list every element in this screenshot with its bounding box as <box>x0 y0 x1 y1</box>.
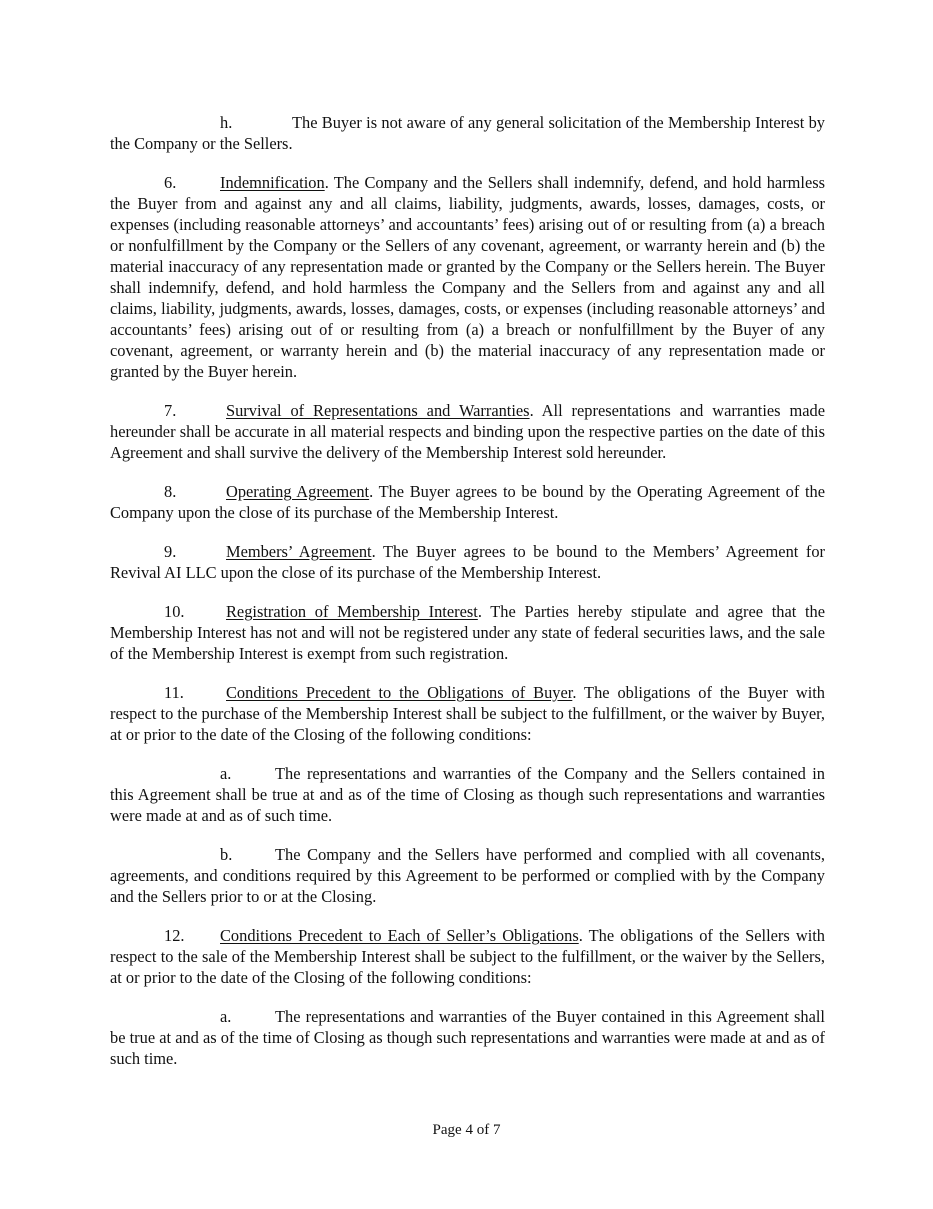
subparagraph-text: The Company and the Sellers have performed and complied with all covenants, agreements, and conditions required by this Agreement to be performed or complied with by the Company and the Sellers prior to or at the Closing. <box>110 845 825 906</box>
section-text: . The Buyer agrees to be bound by the Operating Agreement of the Company upon the close of its purchase of the Membership Interest. <box>110 482 826 522</box>
subparagraph-marker: a. <box>220 764 232 783</box>
section-11-subparagraph-b <box>110 844 825 907</box>
document-body <box>110 112 825 1087</box>
section-heading: Conditions Precedent to Each of Seller’s Obligations <box>220 926 579 945</box>
subparagraph-text: The representations and warranties of the Company and the Sellers contained in this Agreement shall be true at and as of the time of Closing as though such representations and warranties were made at and as of such time. <box>110 764 825 825</box>
subparagraph-marker: b. <box>220 845 233 864</box>
section-number: 7. <box>164 401 177 420</box>
section-text: . The obligations of the Buyer with respect to the purchase of the Membership Interest shall be subject to the fulfillment, or the waiver by Buyer, at or prior to the date of the Closing of the following conditions: <box>110 683 825 744</box>
section-text: . The Buyer agrees to be bound to the Members’ Agreement for Revival AI LLC upon the close of its purchase of the Membership Interest. <box>110 542 825 582</box>
section-number: 12. <box>164 926 185 945</box>
section-6-indemnification <box>110 172 825 382</box>
section-text: . The Parties hereby stipulate and agree that the Membership Interest has not and will not be registered under any state of federal securities laws, and the sale of the Membership Interest is exempt from such registration. <box>110 602 825 663</box>
section-7-survival <box>110 400 825 463</box>
section-9-members-agreement <box>110 541 825 583</box>
subparagraph-marker: h. <box>220 113 233 132</box>
section-10-registration <box>110 601 825 664</box>
section-heading: Indemnification <box>220 173 325 192</box>
section-number: 11. <box>164 683 184 702</box>
section-heading: Survival of Representations and Warranties <box>226 401 530 420</box>
section-text: . All representations and warranties made hereunder shall be accurate in all material respects and binding upon the respective parties on the date of this Agreement and shall survive the delivery of the Membership Interest sold hereunder. <box>110 401 825 462</box>
section-11-conditions-buyer <box>110 682 825 745</box>
section-heading: Operating Agreement <box>226 482 370 501</box>
subparagraph-h <box>110 112 825 154</box>
subparagraph-marker: a. <box>220 1007 232 1026</box>
section-number: 9. <box>164 542 177 561</box>
section-number: 10. <box>164 602 185 621</box>
section-heading: Conditions Precedent to the Obligations of Buyer <box>226 683 573 702</box>
section-text: . The obligations of the Sellers with respect to the sale of the Membership Interest shall be subject to the fulfillment, or the waiver by the Sellers, at or prior to the date of the Closing of the following conditions: <box>110 926 825 987</box>
section-number: 8. <box>164 482 177 501</box>
section-8-operating-agreement <box>110 481 825 523</box>
section-heading: Registration of Membership Interest <box>226 602 478 621</box>
subparagraph-text: The representations and warranties of the Buyer contained in this Agreement shall be true at and as of the time of Closing as though such representations and warranties were made at and as of such time. <box>110 1007 825 1068</box>
page-number-footer: Page 4 of 7 <box>432 1122 501 1138</box>
section-12-subparagraph-a <box>110 1006 825 1069</box>
subparagraph-text: The Buyer is not aware of any general solicitation of the Membership Interest by the Company or the Sellers. <box>110 113 825 153</box>
section-text: . The Company and the Sellers shall indemnify, defend, and hold harmless the Buyer from and against any and all claims, liability, judgments, awards, losses, damages, costs, or expenses (including reasonable attorneys’ and accountants’ fees) arising out of or resulting from (a) a breach or nonfulfillment by the Company or the Sellers of any covenant, agreement, or warranty herein and (b) the material inaccuracy of any representation made or granted by the Company or the Sellers herein. The Buyer shall indemnify, defend, and hold harmless the Company and the Sellers from and against any and all claims, liability, judgments, awards, losses, damages, costs, or expenses (including reasonable attorneys’ and accountants’ fees) arising out of or resulting from (a) a breach or nonfulfillment by the Buyer of any covenant, agreement, or warranty herein and (b) the material inaccuracy of any representation made or granted by the Buyer herein. <box>110 173 825 381</box>
section-12-conditions-sellers <box>110 925 825 988</box>
section-heading: Members’ Agreement <box>226 542 372 561</box>
section-11-subparagraph-a <box>110 763 825 826</box>
section-number: 6. <box>164 173 177 192</box>
